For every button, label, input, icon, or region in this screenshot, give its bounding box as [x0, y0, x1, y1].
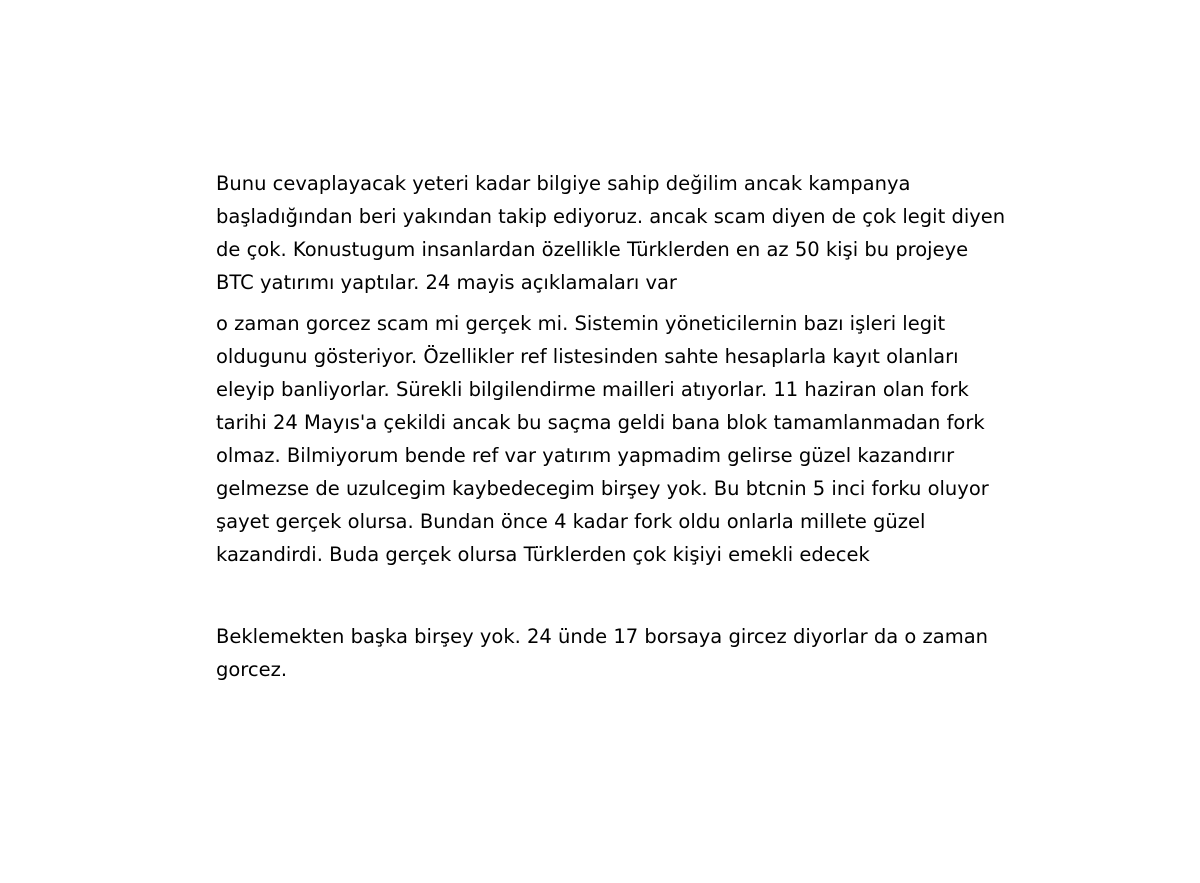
- paragraph-1: [216, 167, 1006, 299]
- paragraph-line: başladığından beri yakından takip ediyoruz. ancak scam diyen de çok legit diyen: [216, 205, 1006, 228]
- paragraph-line: kazandirdi. Buda gerçek olursa Türklerden çok kişiyi emekli edecek: [216, 543, 870, 566]
- paragraph-line: Bunu cevaplayacak yeteri kadar bilgiye sahip değilim ancak kampanya: [216, 172, 911, 195]
- paragraph-line: gelmezse de uzulcegim kaybedecegim birşey yok. Bu btcnin 5 inci forku oluyor: [216, 477, 989, 500]
- paragraph-3: [216, 620, 996, 686]
- paragraph-line: oldugunu gösteriyor. Özellikler ref listesinden sahte hesaplarla kayıt olanları: [216, 345, 959, 368]
- paragraph-line: BTC yatırımı yaptılar. 24 mayis açıklamaları var: [216, 271, 677, 294]
- paragraph-line: şayet gerçek olursa. Bundan önce 4 kadar fork oldu onlarla millete güzel: [216, 510, 926, 533]
- paragraph-line: o zaman gorcez scam mi gerçek mi. Sistemin yöneticilernin bazı işleri legit: [216, 312, 946, 335]
- paragraph-line: gorcez.: [216, 658, 288, 681]
- paragraph-line: eleyip banliyorlar. Sürekli bilgilendirme mailleri atıyorlar. 11 haziran olan fork: [216, 378, 969, 401]
- paragraph-line: Beklemekten başka birşey yok. 24 ünde 17 borsaya gircez diyorlar da o zaman: [216, 625, 989, 648]
- paragraph-2: [216, 307, 996, 571]
- paragraph-line: de çok. Konustugum insanlardan özellikle Türklerden en az 50 kişi bu projeye: [216, 238, 969, 261]
- paragraph-line: olmaz. Bilmiyorum bende ref var yatırım yapmadim gelirse güzel kazandırır: [216, 444, 955, 467]
- paragraph-line: tarihi 24 Mayıs'a çekildi ancak bu saçma geldi bana blok tamamlanmadan fork: [216, 411, 985, 434]
